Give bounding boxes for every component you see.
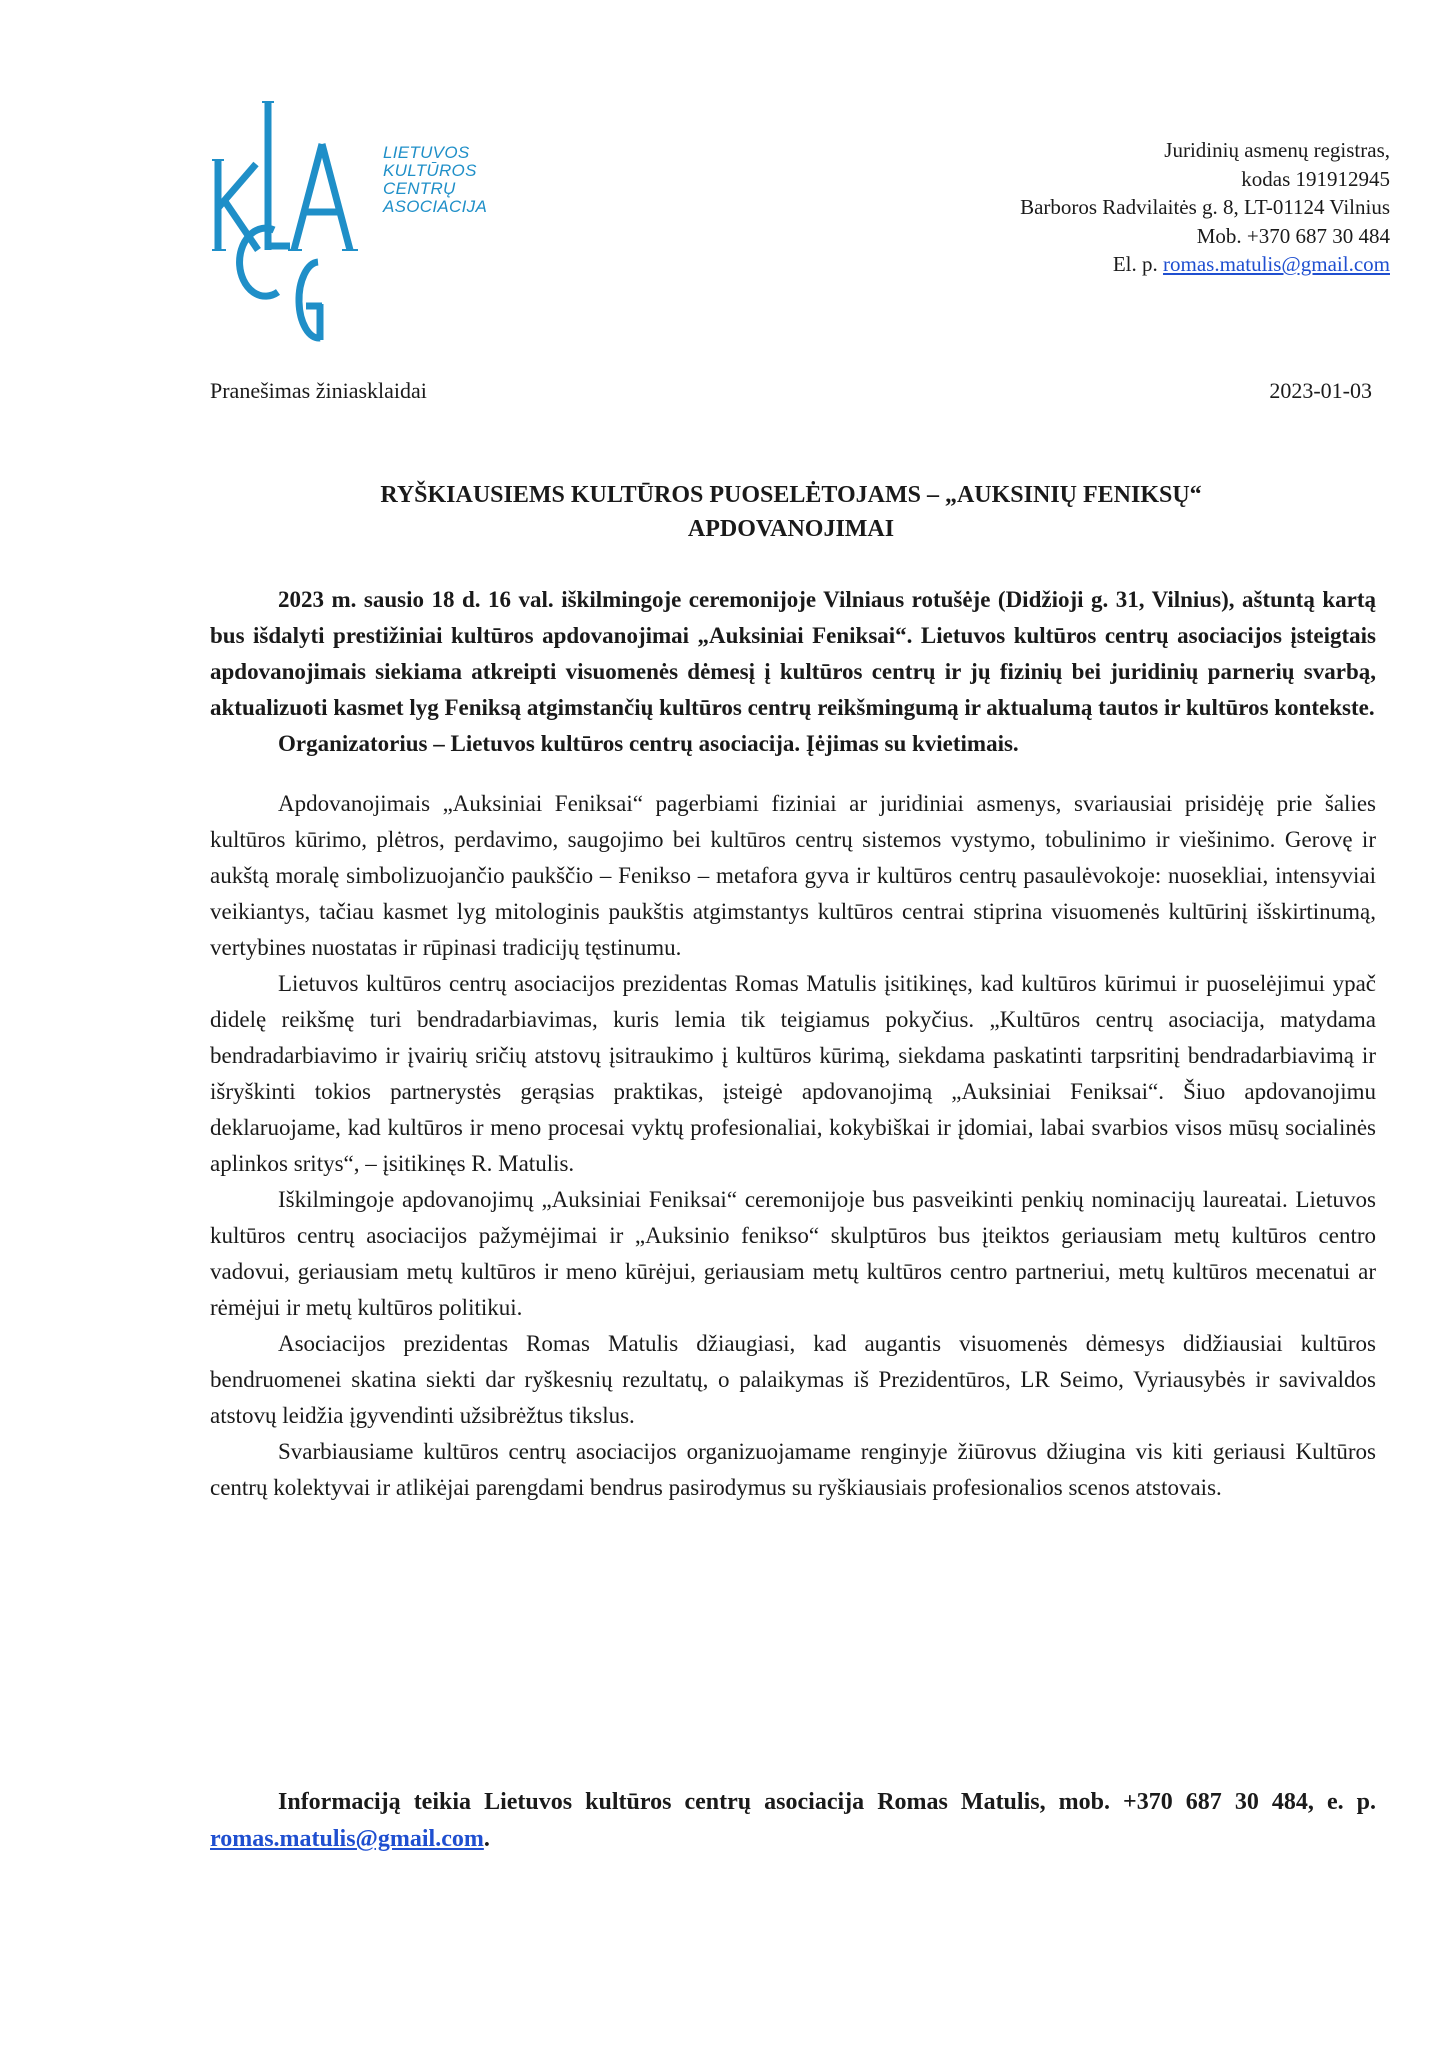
document-meta (210, 378, 1372, 404)
body-paragraph: Apdovanojimais „Auksiniai Feniksai“ pagerbiami fiziniai ar juridiniai asmenys, svariausiai prisidėję prie šalies kultūros kūrimo, plėtros, perdavimo, saugojimo bei kultūros centrų sistemos vystymo, tobulinimo ir viešinimo. Gerovę ir aukštą moralę simbolizuojančio paukščio – Fenikso – metafora gyva ir kultūros centrų pasaulėvokoje: nuosekliai, intensyviai veikiantys, tačiau kasmet lyg mitologinis paukštis atgimstantys kultūros centrai stiprina visuomenės kultūrinį išskirtinumą, vertybines nuostatas ir rūpinasi tradicijų tęstinumu. (210, 791, 1376, 960)
logo (212, 100, 502, 345)
contact-block (790, 136, 1390, 279)
lead-paragraph: 2023 m. sausio 18 d. 16 val. iškilmingoje ceremonijoje Vilniaus rotušėje (Didžioji g. 31, Vilnius), aštuntą kartą bus išdalyti prestižiniai kultūros apdovanojimai „Auksiniai Feniksai“. Lietuvos kultūros centrų asociacijos įsteigtais apdovanojimais siekiama atkreipti visuomenės dėmesį į kultūros centrų ir jų fizinių bei juridinių parnerių svarbą, aktualizuoti kasmet lyg Feniksą atgimstančių kultūros centrų reikšmingumą ir aktualumą tautos ir kultūros kontekste. (210, 587, 1376, 720)
title-line: APDOVANOJIMAI (687, 516, 895, 542)
mobile-phone: Mob. +370 687 30 484 (1196, 223, 1390, 248)
body-paragraph: Svarbiausiame kultūros centrų asociacijos organizuojamame renginyje žiūrovus džiugina vis kiti geriausi Kultūros centrų kolektyvai ir atlikėjai parengdami bendrus pasirodymus su ryškiausiais profesionalios scenos atstovais. (210, 1439, 1376, 1500)
logo-text-line: ASOCIACIJA (383, 197, 488, 216)
article-body (210, 582, 1376, 1506)
registry-line: Juridinių asmenų registras, (1164, 138, 1390, 162)
logo-text-line: CENTRŲ (383, 179, 456, 198)
email-prefix: El. p. (1112, 252, 1164, 276)
page-title (210, 478, 1372, 546)
body-paragraph: Asociacijos prezidentas Romas Matulis džiaugiasi, kad augantis visuomenės dėmesys didžiausiai kultūros bendruomenei skatina siekti dar ryškesnių rezultatų, o palaikymas iš Prezidentūros, LR Seimo, Vyriausybės ir savivaldos atstovų leidžia įgyvendinti užsibrėžtus tikslus. (210, 1331, 1376, 1428)
document-type-label: Pranešimas žiniasklaidai (210, 378, 427, 403)
contact-info-paragraph (210, 1784, 1376, 1858)
info-text: Informaciją teikia Lietuvos kultūros centrų asociacija Romas Matulis, mob. +370 687 30 484, e. p. (278, 1789, 1376, 1815)
body-paragraph: Iškilmingoje apdovanojimų „Auksiniai Feniksai“ ceremonijoje bus pasveikinti penkių nominacijų laureatai. Lietuvos kultūros centrų asociacijos pažymėjimai ir „Auksinio fenikso“ skulptūros bus įteiktos geriausiam metų kultūros centro vadovui, geriausiam metų kultūros ir meno kūrėjui, geriausiam metų kultūros centro partneriui, metų kultūros mecenatui ar rėmėjui ir metų kultūros politikui. (210, 1187, 1376, 1320)
info-email-link[interactable]: romas.matulis@gmail.com (210, 1826, 484, 1852)
logo-text (383, 144, 487, 216)
body-paragraph: Lietuvos kultūros centrų asociacijos prezidentas Romas Matulis įsitikinęs, kad kultūros kūrimui ir puoselėjimui ypač didelę reikšmę turi bendradarbiavimas, kuris lemia tik teigiamus pokyčius. „Kultūros centrų asociacija, matydama bendradarbiavimo ir įvairių sričių atstovų įsitraukimo į kultūros kūrimą, siekdama paskatinti tarpsritinį bendradarbiavimą ir išryškinti tokios partnerystės gerąsias praktikas, įsteigė apdovanojimą „Auksiniai Feniksai“. Šiuo apdovanojimu deklaruojame, kad kultūros ir meno procesai vyktų profesionaliai, kokybiškai ir įdomiai, labai svarbios visos mūsų socialinės aplinkos sritys“, – įsitikinęs R. Matulis. (210, 971, 1376, 1176)
klca-monogram-logo-icon (212, 100, 382, 345)
document-date: 2023-01-03 (1269, 378, 1372, 403)
email-line (790, 250, 1390, 279)
company-code: kodas 191912945 (1241, 166, 1390, 191)
info-suffix: . (483, 1826, 490, 1852)
logo-text-line: LIETUVOS (383, 143, 470, 162)
logo-text-line: KULTŪROS (383, 161, 477, 180)
address: Barboros Radvilaitės g. 8, LT-01124 Vilnius (1020, 195, 1390, 219)
title-line: RYŠKIAUSIEMS KULTŪROS PUOSELĖTOJAMS – „AUKSINIŲ FENIKSŲ“ (380, 482, 1202, 508)
organizer-paragraph: Organizatorius – Lietuvos kultūros centrų asociacija. Įėjimas su kvietimais. (278, 731, 1019, 756)
contact-email-link[interactable]: romas.matulis@gmail.com (1163, 252, 1390, 276)
